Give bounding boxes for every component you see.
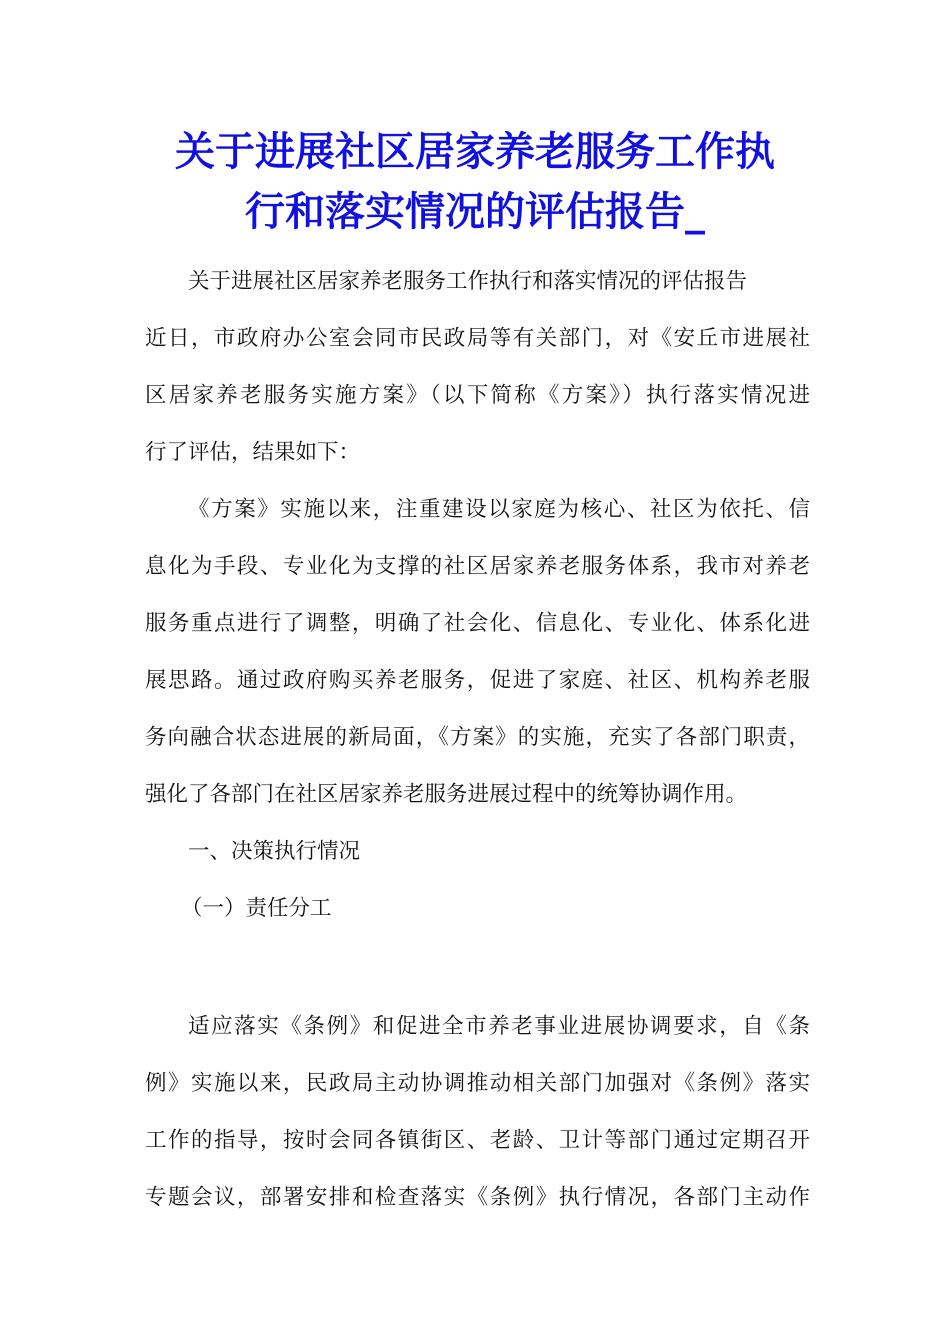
title-line-1: 关于进展社区居家养老服务工作执 bbox=[175, 128, 775, 175]
paragraph-line: 近日，市政府办公室会同市民政局等有关部门，对《安丘市进展社 bbox=[145, 326, 810, 351]
subsection-heading: （一）责任分工 bbox=[181, 896, 332, 921]
body-block-2 bbox=[145, 998, 810, 1226]
paragraph-line: 专题会议，部署安排和检查落实《条例》执行情况，各部门主动作 bbox=[145, 1185, 810, 1210]
paragraph-line: 例》实施以来，民政局主动协调推动相关部门加强对《条例》落实 bbox=[145, 1071, 810, 1096]
paragraph-line: 息化为手段、专业化为支撑的社区居家养老服务体系，我市对养老 bbox=[145, 554, 810, 579]
paragraph-line: 展思路。通过政府购买养老服务，促进了家庭、社区、机构养老服 bbox=[145, 668, 810, 693]
paragraph-line: 务向融合状态进展的新局面，《方案》的实施，充实了各部门职责， bbox=[145, 725, 810, 750]
paragraph-heading-line: 关于进展社区居家养老服务工作执行和落实情况的评估报告 bbox=[188, 269, 748, 294]
paragraph-line: 《方案》实施以来，注重建设以家庭为核心、社区为依托、信 bbox=[188, 497, 810, 522]
document-title bbox=[0, 122, 950, 242]
paragraph-line: 适应落实《条例》和促进全市养老事业进展协调要求，自《条 bbox=[188, 1014, 810, 1039]
paragraph-line: 工作的指导，按时会同各镇街区、老龄、卫计等部门通过定期召开 bbox=[145, 1128, 810, 1153]
title-line-2: 行和落实情况的评估报告_ bbox=[245, 188, 705, 235]
section-heading: 一、决策执行情况 bbox=[188, 839, 361, 864]
paragraph-line: 强化了各部门在社区居家养老服务进展过程中的统筹协调作用。 bbox=[145, 782, 748, 807]
paragraph-line: 服务重点进行了调整，明确了社会化、信息化、专业化、体系化进 bbox=[145, 611, 810, 636]
paragraph-line: 区居家养老服务实施方案》（以下简称《方案》）执行落实情况进 bbox=[145, 383, 810, 408]
paragraph-line: 行了评估，结果如下： bbox=[145, 440, 361, 465]
body-block-1 bbox=[145, 253, 810, 937]
